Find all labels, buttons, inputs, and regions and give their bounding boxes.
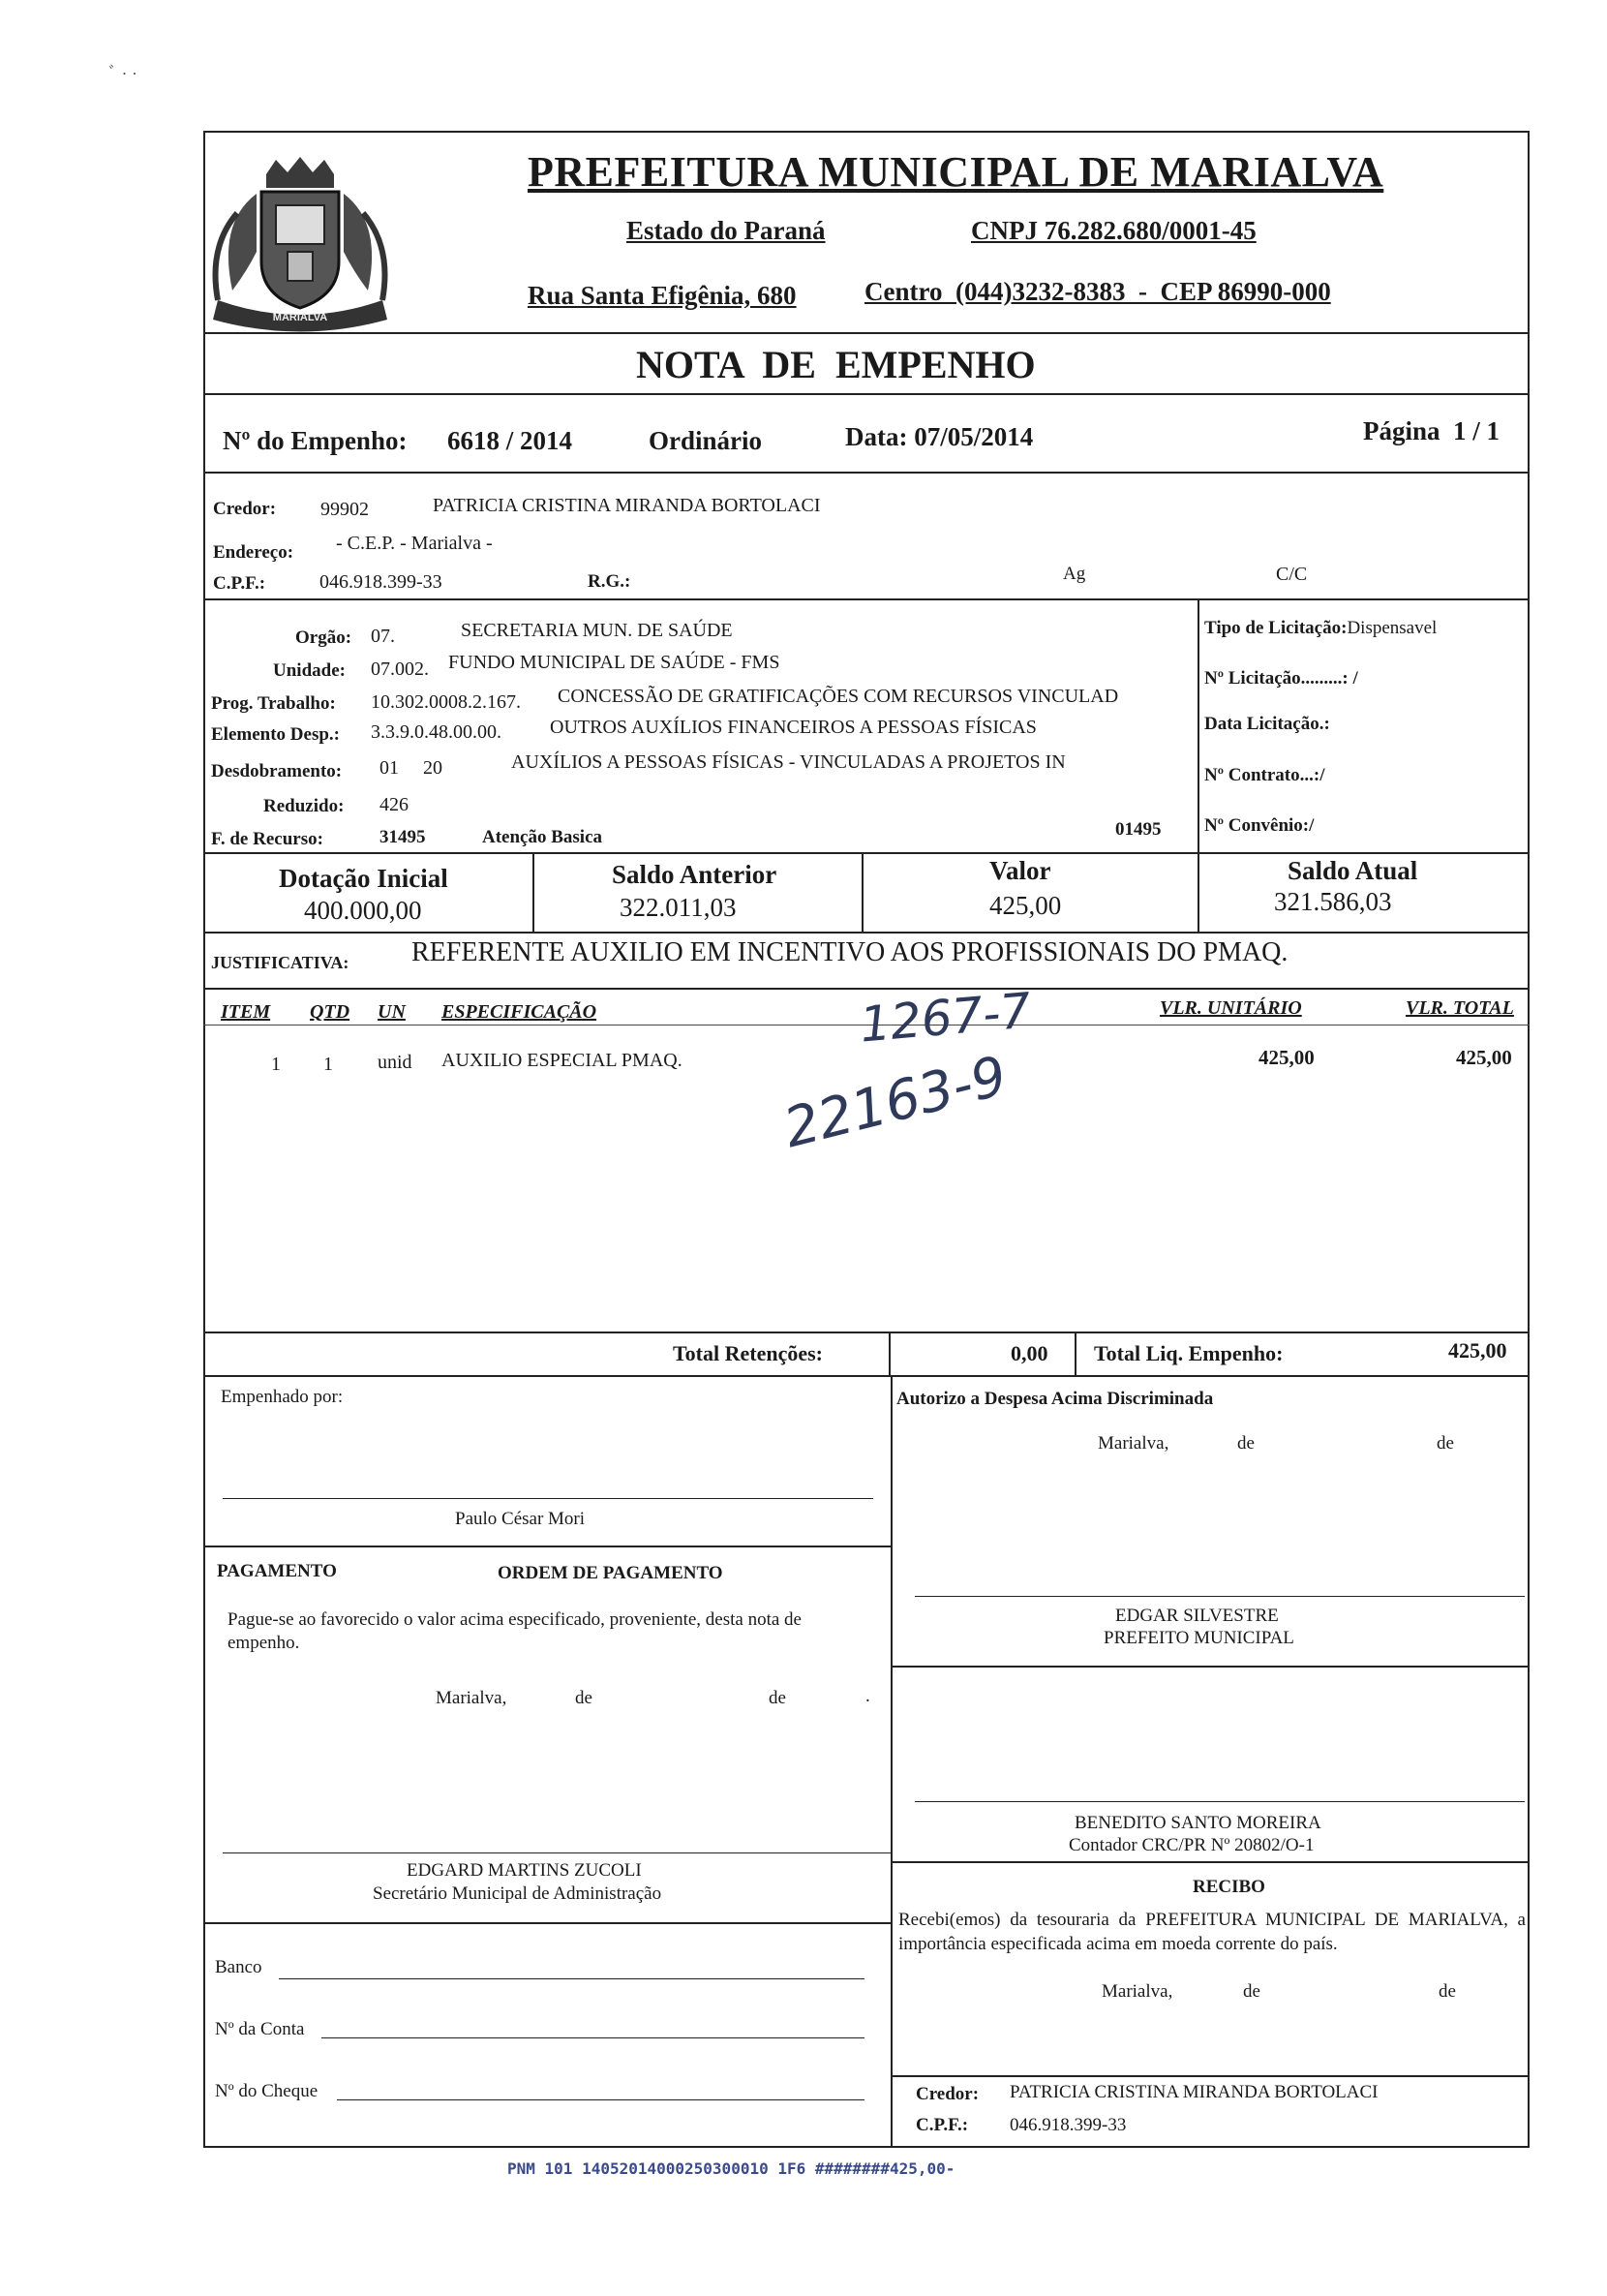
elemento-name: OUTROS AUXÍLIOS FINANCEIROS A PESSOAS FÍSICAS [550, 717, 1037, 738]
secretario-name: EDGARD MARTINS ZUCOLI [407, 1860, 642, 1881]
liq-value: 425,00 [1448, 1338, 1507, 1362]
coat-banner-text: MARIALVA [272, 312, 328, 323]
credor-code: 99902 [320, 499, 369, 520]
empenho-type: Ordinário [649, 426, 763, 455]
saldo-anterior-label: Saldo Anterior [612, 860, 777, 889]
empenhado-signer: Paulo César Mori [455, 1509, 586, 1529]
row-un: unid [378, 1052, 412, 1073]
justificativa-text: REFERENTE AUXILIO EM INCENTIVO AOS PROFISSIONAIS DO PMAQ. [411, 937, 1289, 967]
endereco-value: - C.E.P. - Marialva - [336, 533, 493, 554]
licitacao-tipo [1204, 618, 1437, 639]
pagamento-text: Pague-se ao favorecido o valor acima especificado, proveniente, desta nota de empenho. [227, 1609, 802, 1653]
autorizo-place: Marialva, [1098, 1433, 1169, 1454]
desdobramento-name: AUXÍLIOS A PESSOAS FÍSICAS - VINCULADAS A PROJETOS IN [511, 751, 1066, 773]
recibo-cpf-value: 046.918.399-33 [1010, 2115, 1127, 2135]
row-qtd: 1 [323, 1054, 333, 1075]
pagamento-de2: de [769, 1688, 786, 1708]
page-number: Página 1 / 1 [1363, 416, 1501, 445]
autorizo-de2: de [1437, 1433, 1454, 1454]
reduzido-value: 426 [379, 794, 409, 815]
col-qtd: QTD [310, 1001, 350, 1023]
state-name: Estado do Paraná [626, 216, 826, 245]
document-title: NOTA DE EMPENHO [636, 343, 1036, 386]
endereco-label: Endereço: [213, 542, 294, 563]
credor-label: Credor: [213, 499, 277, 519]
recibo-cpf-label: C.P.F.: [916, 2115, 969, 2135]
footer-code: PNM 101 14052014000250300010 1F6 ########425,00- [507, 2159, 955, 2178]
col-vlr-unitario: VLR. UNITÁRIO [1160, 997, 1302, 1019]
cpf-label: C.P.F.: [213, 573, 266, 594]
banco-label: Banco [215, 1957, 262, 1977]
contador-role: Contador CRC/PR Nº 20802/O-1 [1069, 1835, 1315, 1855]
pagamento-place: Marialva, [436, 1688, 507, 1708]
elemento-code: 3.3.9.0.48.00.00. [371, 721, 501, 743]
ag-label: Ag [1063, 564, 1086, 584]
scan-mark: ﾞ · · [108, 64, 137, 83]
row-total: 425,00 [1456, 1046, 1512, 1069]
desdobramento-label: Desdobramento: [211, 761, 343, 781]
cnpj: CNPJ 76.282.680/0001-45 [971, 216, 1257, 245]
unidade-name: FUNDO MUNICIPAL DE SAÚDE - FMS [448, 652, 780, 673]
liq-label: Total Liq. Empenho: [1094, 1341, 1284, 1365]
prog-code: 10.302.0008.2.167. [371, 691, 521, 713]
orgao-code: 07. [371, 626, 395, 647]
row-spec: AUXILIO ESPECIAL PMAQ. [441, 1050, 682, 1071]
valor-value: 425,00 [989, 891, 1062, 920]
recibo-de2: de [1439, 1981, 1456, 2002]
licitacao-data: Data Licitação.: [1204, 714, 1330, 734]
rg-label: R.G.: [588, 571, 631, 592]
desdobramento-code: 01 20 [379, 757, 442, 779]
retencoes-value: 0,00 [1011, 1341, 1048, 1365]
prefeitura-title: PREFEITURA MUNICIPAL DE MARIALVA [528, 148, 1384, 196]
handwritten-note-1: 1267-7 [857, 982, 1034, 1054]
pagamento-label: PAGAMENTO [217, 1561, 337, 1581]
recurso-label: F. de Recurso: [211, 829, 323, 849]
autorizo-label: Autorizo a Despesa Acima Discriminada [896, 1389, 1214, 1409]
prefeito-role: PREFEITO MUNICIPAL [1104, 1628, 1294, 1648]
recibo-place: Marialva, [1102, 1981, 1173, 2002]
prefeito-name: EDGAR SILVESTRE [1115, 1606, 1279, 1626]
recurso-code: 31495 [379, 827, 426, 847]
saldo-atual-value: 321.586,03 [1274, 887, 1392, 916]
licitacao-contrato: Nº Contrato...:/ [1204, 765, 1325, 785]
col-vlr-total: VLR. TOTAL [1406, 997, 1514, 1019]
recibo-text: Recebi(emos) da tesouraria da PREFEITURA MUNICIPAL DE MARIALVA, a importância especificada acima em moeda corrente do país. [898, 1910, 1526, 1954]
contador-name: BENEDITO SANTO MOREIRA [1075, 1813, 1321, 1833]
dotacao-value: 400.000,00 [304, 896, 422, 925]
justificativa-label: JUSTIFICATIVA: [211, 953, 349, 972]
pagamento-dot: . [865, 1686, 870, 1706]
empenhado-label: Empenhado por: [221, 1387, 344, 1407]
autorizo-de1: de [1237, 1433, 1255, 1454]
recurso-right-code: 01495 [1115, 819, 1162, 840]
saldo-anterior-value: 322.011,03 [620, 893, 737, 922]
empenho-date: Data: 07/05/2014 [845, 422, 1034, 451]
licitacao-numero: Nº Licitação.........: / [1204, 668, 1358, 689]
recibo-de1: de [1243, 1981, 1260, 2002]
cheque-label: Nº do Cheque [215, 2081, 318, 2101]
orgao-label: Orgão: [295, 628, 352, 648]
col-especificacao: ESPECIFICAÇÃO [441, 1001, 597, 1023]
orgao-name: SECRETARIA MUN. DE SAÚDE [461, 620, 733, 641]
prog-name: CONCESSÃO DE GRATIFICAÇÕES COM RECURSOS VINCULAD [558, 686, 1119, 707]
recurso-name: Atenção Basica [482, 827, 603, 847]
secretario-role: Secretário Municipal de Administração [373, 1883, 662, 1904]
empenho-number-label: Nº do Empenho: [223, 426, 408, 455]
cc-label: C/C [1276, 564, 1308, 585]
unidade-code: 07.002. [371, 658, 429, 680]
elemento-label: Elemento Desp.: [211, 724, 340, 745]
empenho-number: 6618 / 2014 [447, 426, 573, 455]
unidade-label: Unidade: [273, 660, 346, 681]
recibo-credor-name: PATRICIA CRISTINA MIRANDA BORTOLACI [1010, 2082, 1379, 2102]
licitacao-tipo-label: Tipo de Licitação: [1204, 618, 1348, 638]
saldo-atual-label: Saldo Atual [1288, 856, 1418, 885]
pagamento-de1: de [575, 1688, 592, 1708]
handwritten-note-2: 22163-9 [777, 1044, 1014, 1161]
col-item: ITEM [221, 1001, 271, 1023]
dotacao-label: Dotação Inicial [279, 864, 448, 893]
row-unit: 425,00 [1258, 1046, 1315, 1069]
recibo-title: RECIBO [1193, 1877, 1265, 1897]
col-un: UN [378, 1001, 406, 1023]
cpf-value: 046.918.399-33 [319, 571, 442, 593]
coat-of-arms [198, 155, 402, 339]
conta-label: Nº da Conta [215, 2019, 305, 2039]
valor-label: Valor [989, 856, 1051, 885]
prog-label: Prog. Trabalho: [211, 693, 336, 714]
reduzido-label: Reduzido: [263, 796, 345, 816]
ordem-pagamento: ORDEM DE PAGAMENTO [498, 1563, 723, 1583]
licitacao-convenio: Nº Convênio:/ [1204, 815, 1315, 836]
licitacao-tipo-value: Dispensavel [1347, 618, 1438, 638]
row-item: 1 [271, 1054, 281, 1075]
address-contact: Centro (044)3232-8383 - CEP 86990-000 [864, 277, 1331, 306]
recibo-credor-label: Credor: [916, 2084, 980, 2104]
street-address: Rua Santa Efigênia, 680 [528, 281, 797, 310]
credor-name: PATRICIA CRISTINA MIRANDA BORTOLACI [433, 495, 821, 516]
retencoes-label: Total Retenções: [673, 1341, 823, 1365]
